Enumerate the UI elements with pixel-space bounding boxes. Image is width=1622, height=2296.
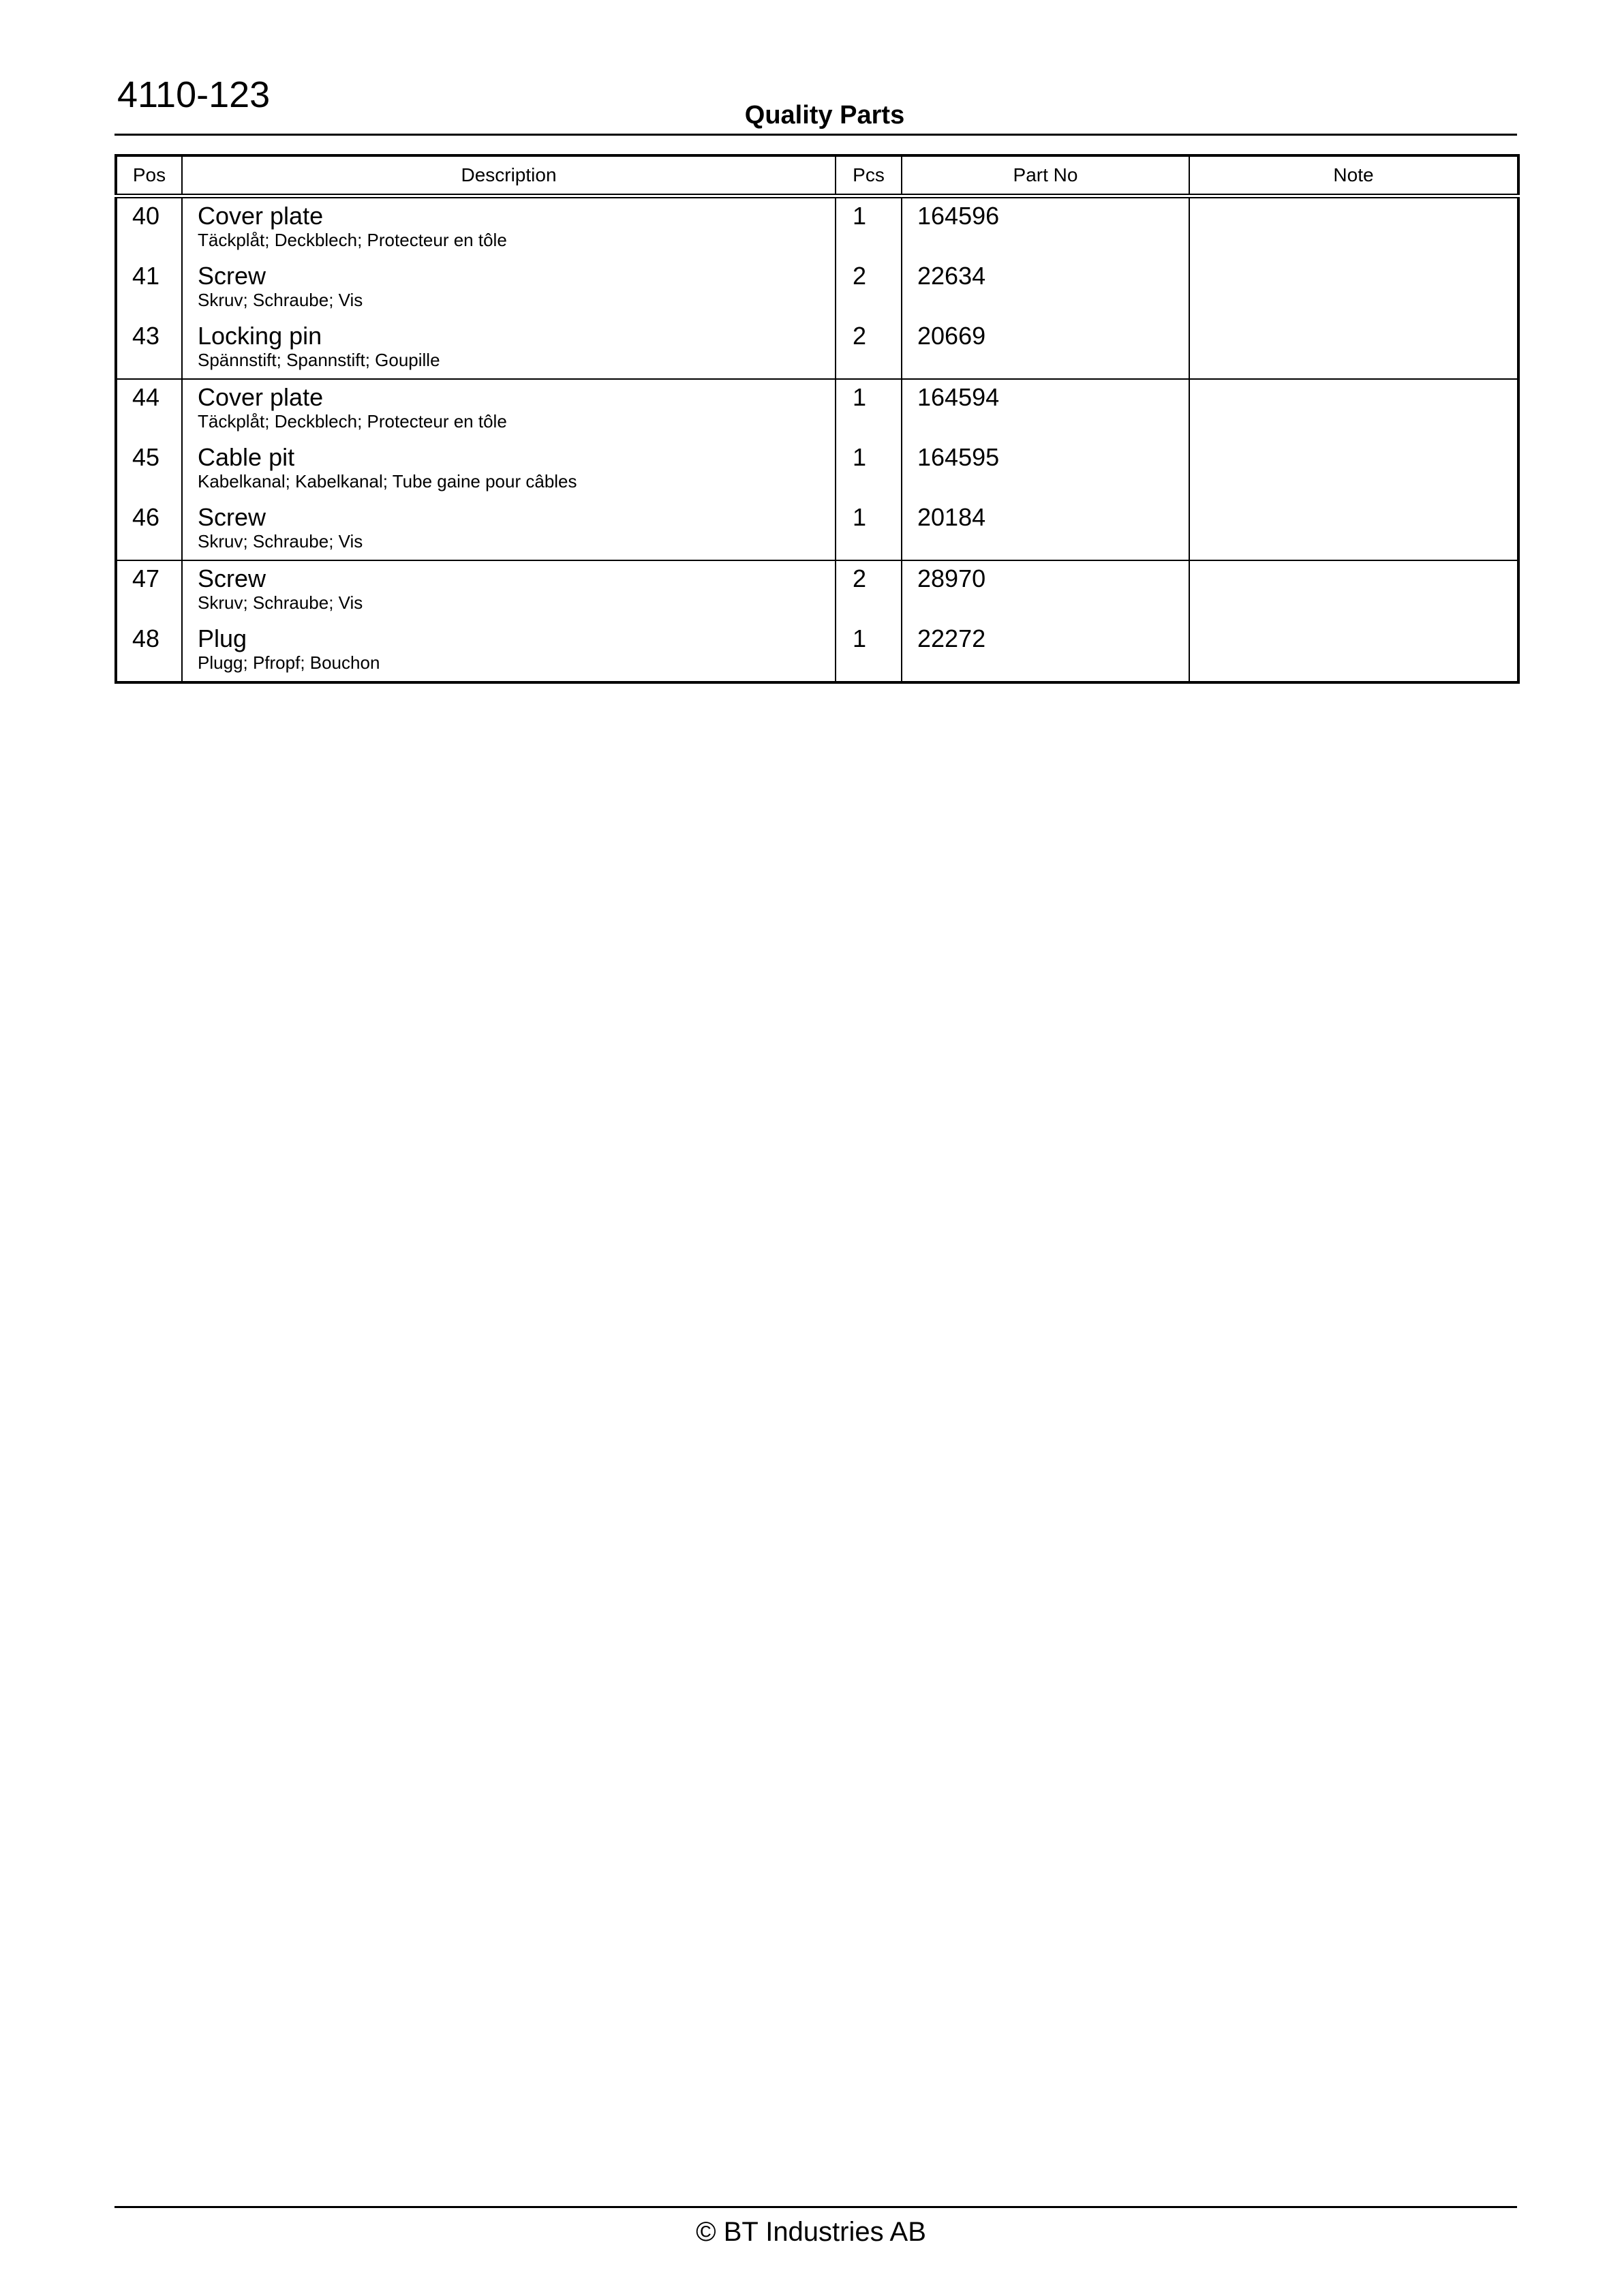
table-row-group [116,560,1518,682]
note-item [1190,621,1517,681]
description-item [183,440,835,500]
description-cell [182,379,836,560]
position-number: 48 [132,624,160,652]
part-no-item [902,440,1189,500]
note-cell [1189,560,1518,682]
note-item [1190,198,1517,258]
pcs-item [836,621,901,681]
note-item [1190,561,1517,621]
pos-item [117,258,181,318]
part-no-item [902,621,1189,681]
description-cell [182,196,836,380]
part-number: 22272 [917,624,986,652]
part-name: Screw [198,503,266,531]
part-translations: Kabelkanal; Kabelkanal; Tube gaine pour câbles [198,471,577,492]
quantity: 1 [853,503,867,531]
part-name: Cover plate [198,202,324,230]
description-item [183,380,835,440]
part-number: 20184 [917,503,986,531]
pcs-item [836,318,901,378]
part-no-item [902,258,1189,318]
part-number: 164596 [917,202,1000,230]
part-name: Screw [198,262,266,290]
position-number: 41 [132,262,160,290]
note-item [1190,500,1517,560]
part-no-item [902,380,1189,440]
pcs-item [836,380,901,440]
part-no-cell [902,379,1189,560]
pcs-item [836,258,901,318]
description-item [183,198,835,258]
part-translations: Plugg; Pfropf; Bouchon [198,652,380,673]
parts-table [114,154,1520,684]
quantity: 1 [853,383,867,411]
description-cell [182,560,836,682]
pos-item [117,198,181,258]
part-no-item [902,561,1189,621]
pos-item [117,318,181,378]
document-number: 4110-123 [117,74,271,115]
quantity: 2 [853,564,867,592]
note-item [1190,440,1517,500]
part-number: 164594 [917,383,1000,411]
part-name: Cable pit [198,443,295,471]
pcs-item [836,440,901,500]
pcs-cell [836,196,902,380]
note-cell [1189,196,1518,380]
pcs-cell [836,379,902,560]
part-translations: Skruv; Schraube; Vis [198,531,363,552]
part-translations: Täckplåt; Deckblech; Protecteur en tôle [198,230,507,250]
table-header-row [116,155,1518,196]
page-title: Quality Parts [744,101,905,130]
quantity: 2 [853,262,867,290]
pos-cell [116,196,182,380]
pos-item [117,380,181,440]
footer-copyright: © BT Industries AB [696,2217,926,2247]
part-translations: Skruv; Schraube; Vis [198,290,363,310]
pcs-item [836,198,901,258]
note-cell [1189,379,1518,560]
position-number: 40 [132,202,160,230]
pcs-item [836,500,901,560]
column-header-pcs: Pcs [836,155,902,196]
note-item [1190,380,1517,440]
column-header-description: Description [182,155,836,196]
position-number: 46 [132,503,160,531]
part-no-item [902,318,1189,378]
pos-cell [116,379,182,560]
description-item [183,621,835,681]
pos-item [117,440,181,500]
footer-divider [114,2206,1517,2208]
position-number: 45 [132,443,160,471]
quantity: 2 [853,322,867,350]
part-number: 20669 [917,322,986,350]
part-name: Screw [198,564,266,592]
description-item [183,561,835,621]
position-number: 44 [132,383,160,411]
part-name: Locking pin [198,322,322,350]
part-no-cell [902,560,1189,682]
part-translations: Spännstift; Spannstift; Goupille [198,350,440,370]
description-item [183,318,835,378]
header-divider [114,134,1517,136]
quantity: 1 [853,443,867,471]
pcs-item [836,561,901,621]
part-no-cell [902,196,1189,380]
part-translations: Täckplåt; Deckblech; Protecteur en tôle [198,411,507,432]
part-name: Plug [198,624,247,652]
part-number: 164595 [917,443,1000,471]
description-item [183,258,835,318]
part-number: 28970 [917,564,986,592]
column-header-pos: Pos [116,155,182,196]
position-number: 43 [132,322,160,350]
quantity: 1 [853,202,867,230]
parts-table-body [116,196,1518,683]
pos-item [117,561,181,621]
quantity: 1 [853,624,867,652]
pos-item [117,621,181,681]
part-name: Cover plate [198,383,324,411]
pcs-cell [836,560,902,682]
note-item [1190,258,1517,318]
table-row-group [116,379,1518,560]
part-number: 22634 [917,262,986,290]
position-number: 47 [132,564,160,592]
part-no-item [902,198,1189,258]
part-no-item [902,500,1189,560]
description-item [183,500,835,560]
table-row-group [116,196,1518,380]
column-header-note: Note [1189,155,1518,196]
pos-cell [116,560,182,682]
note-item [1190,318,1517,378]
column-header-part-no: Part No [902,155,1189,196]
pos-item [117,500,181,560]
part-translations: Skruv; Schraube; Vis [198,592,363,613]
